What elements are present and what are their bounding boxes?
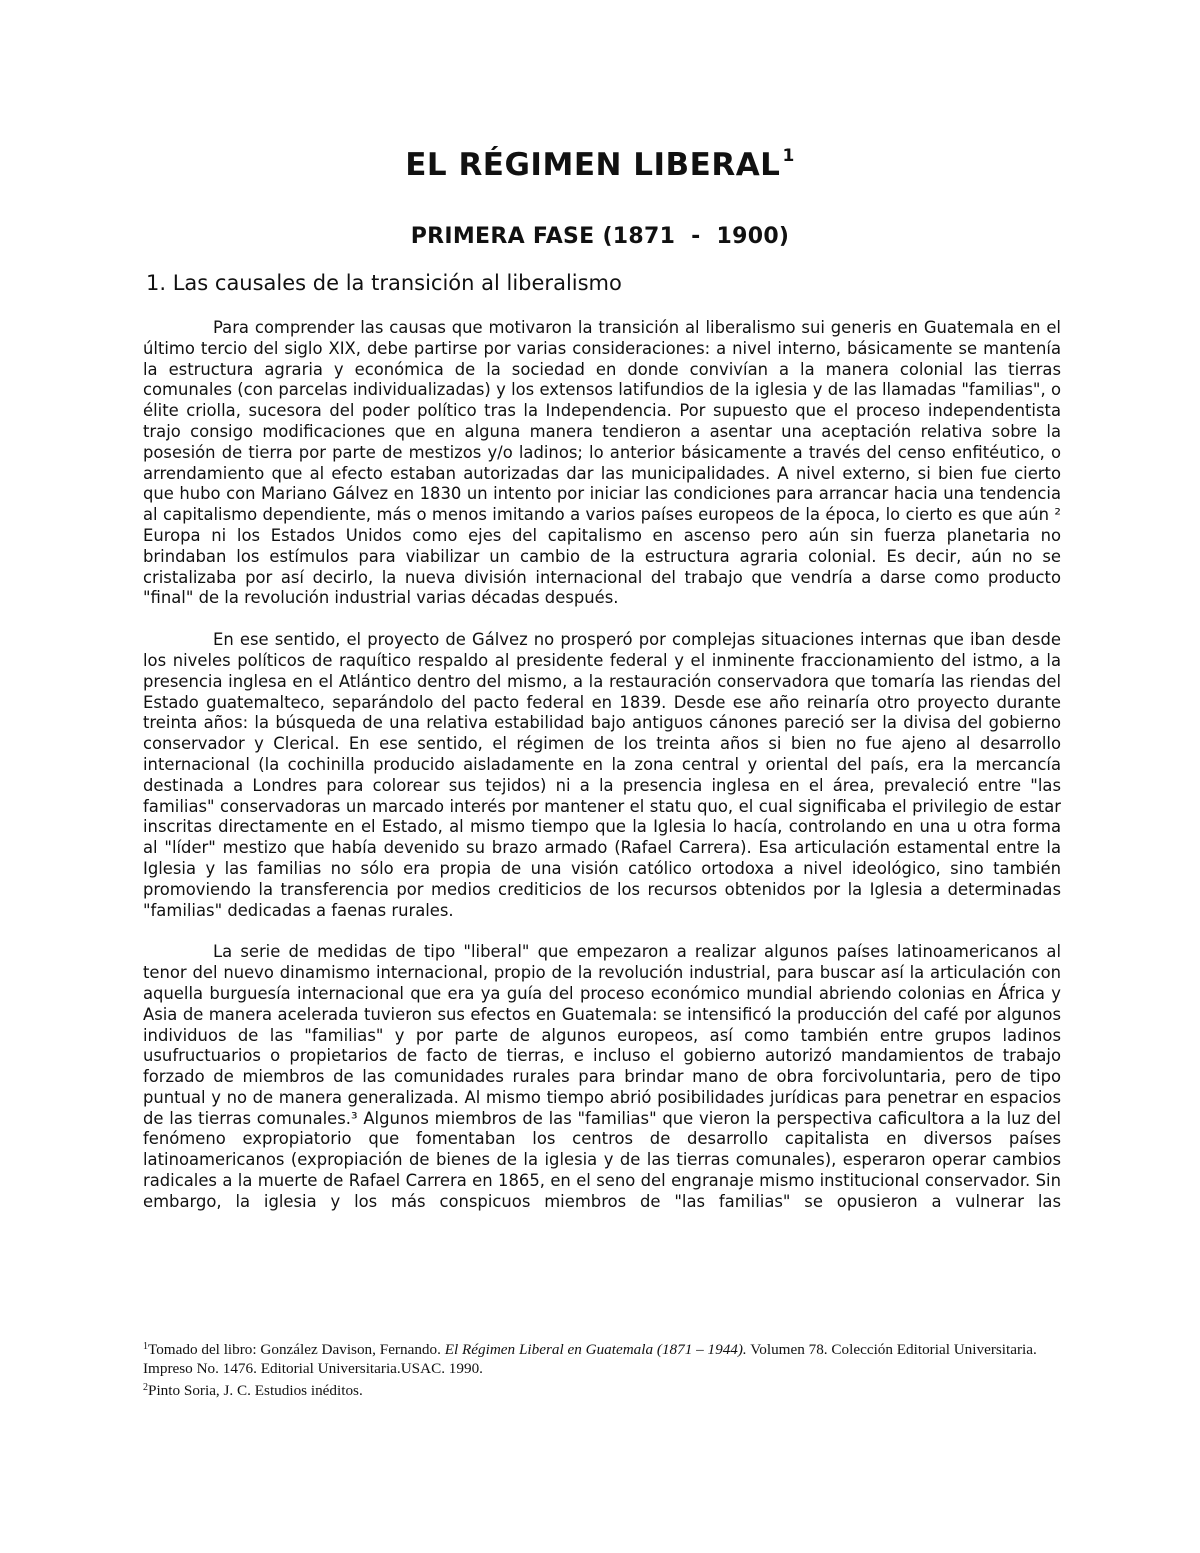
paragraph: En ese sentido, el proyecto de Gálvez no prosperó por complejas situaciones internas que iban desde los niveles políticos de raquítico respaldo al presidente federal y el inminente fraccionamiento del istmo, a la presencia inglesa en el Atlántico dentro del mismo, a la restauración conservadora que tomaría las riendas del Estado guatemalteco, separándolo del pacto federal en 1839. Desde ese año reinaría otro proyecto durante treinta años: la búsqueda de una relativa estabilidad bajo antiguos cánones pareció ser la divisa del gobierno conservador y Clerical. En ese sentido, el régimen de los treinta años si bien no fue ajeno al desarrollo internacional (la cochinilla producido aisladamente en la zona central y oriental del país, era la mercancía destinada a Londres para colorear sus tejidos) ni a la presencia inglesa en el área, prevaleció entre "las familias" conservadoras un marcado interés por mantener el statu quo, el cual significaba el privilegio de estar inscritas directamente en el Estado, al mismo tiempo que la Iglesia lo hacía, controlando en una u otra forma al "líder" mestizo que había devenido su brazo armado (Rafael Carrera). Esa articulación estamental entre la Iglesia y las familias no sólo era propia de una visión católico ortodoxa a nivel ideológico, sino también promoviendo la transferencia por medios crediticios de los recursos obtenidos por la Iglesia a determinadas "familias" dedicadas a faenas rurales. [143, 630, 1061, 920]
footnotes [143, 1337, 1061, 1400]
footnote-mark: 2 [143, 1382, 148, 1393]
paragraph: Para comprender las causas que motivaron la transición al liberalismo sui generis en Guatemala en el último tercio del siglo XIX, debe partirse por varias consideraciones: a nivel interno, básicamente se mantenía la estructura agraria y económica de la sociedad en donde convivían a la manera colonial las tierras comunales (con parcelas individualizadas) y los extensos latifundios de la iglesia y de las llamadas "familias", o élite criolla, sucesora del poder político tras la Independencia. Por supuesto que el proceso independentista trajo consigo modificaciones que en alguna manera tendieron a asentar una aceptación relativa sobre la posesión de tierra por parte de mestizos y/o ladinos; lo anterior básicamente a través del censo enfitéutico, o arrendamiento que al efecto estaban autorizadas dar las municipalidades. A nivel externo, si bien fue cierto que hubo con Mariano Gálvez en 1830 un intento por iniciar las condiciones para arrancar hacia una tendencia al capitalismo dependiente, más o menos imitando a varios países europeos de la época, lo cierto es que aún ² Europa ni los Estados Unidos como ejes del capitalismo en ascenso pero aún sin fuerza planetaria no brindaban los estímulos para viabilizar un cambio de la estructura agraria colonial. Es decir, aún no se cristalizaba por así decirlo, la nueva división internacional del trabajo que vendría a darse como producto "final" de la revolución industrial varias décadas después. [143, 318, 1061, 608]
footnote-text: Tomado del libro: González Davison, Fernando. [148, 1341, 445, 1358]
title-text: EL RÉGIMEN LIBERAL [405, 147, 781, 183]
footnote-text: Volumen 78. Colección Editorial Universitaria. Impreso No. 1476. Editorial Universitaria.USAC. 1990. [143, 1341, 1037, 1377]
footnote-book-title: El Régimen Liberal en Guatemala (1871 – 1944). [444, 1341, 747, 1358]
document-subtitle: PRIMERA FASE (1871 - 1900) [410, 224, 790, 249]
paragraph: La serie de medidas de tipo "liberal" que empezaron a realizar algunos países latinoamericanos al tenor del nuevo dinamismo internacional, propio de la revolución industrial, para buscar así la articulación con aquella burguesía internacional que era ya guía del proceso económico mundial abriendo colonias en África y Asia de manera acelerada tuvieron sus efectos en Guatemala: se intensificó la producción del café por algunos individuos de las "familias" y por parte de algunos europeos, así como también entre grupos ladinos usufructuarios o propietarios de facto de tierras, e incluso el gobierno autorizó mandamientos de trabajo forzado de miembros de las comunidades rurales para brindar mano de obra forcivoluntaria, pero de tipo puntual y no de manera generalizada. Al mismo tiempo abrió posibilidades jurídicas para penetrar en espacios de las tierras comunales.³ Algunos miembros de las "familias" que vieron la perspectiva caficultora a la luz del fenómeno expropiatorio que fomentaban los centros de desarrollo capitalista en diversos países latinoamericanos (expropiación de bienes de la iglesia y de las tierras comunales), esperaron operar cambios radicales a la muerte de Rafael Carrera en 1865, en el seno del engranaje mismo institucional conservador. Sin embargo, la iglesia y los más conspicuos miembros de "las familias" se opusieron a vulnerar las [143, 942, 1061, 1211]
document-title [0, 146, 1200, 183]
body-text [143, 318, 1061, 1234]
footnote [143, 1378, 1061, 1400]
footnote-text: Pinto Soria, J. C. Estudios inéditos. [148, 1382, 363, 1399]
title-footnote-mark: 1 [782, 146, 795, 166]
section-heading: 1. Las causales de la transición al liberalismo [146, 271, 622, 295]
footnote-mark: 1 [143, 1341, 148, 1352]
footnote [143, 1337, 1061, 1378]
